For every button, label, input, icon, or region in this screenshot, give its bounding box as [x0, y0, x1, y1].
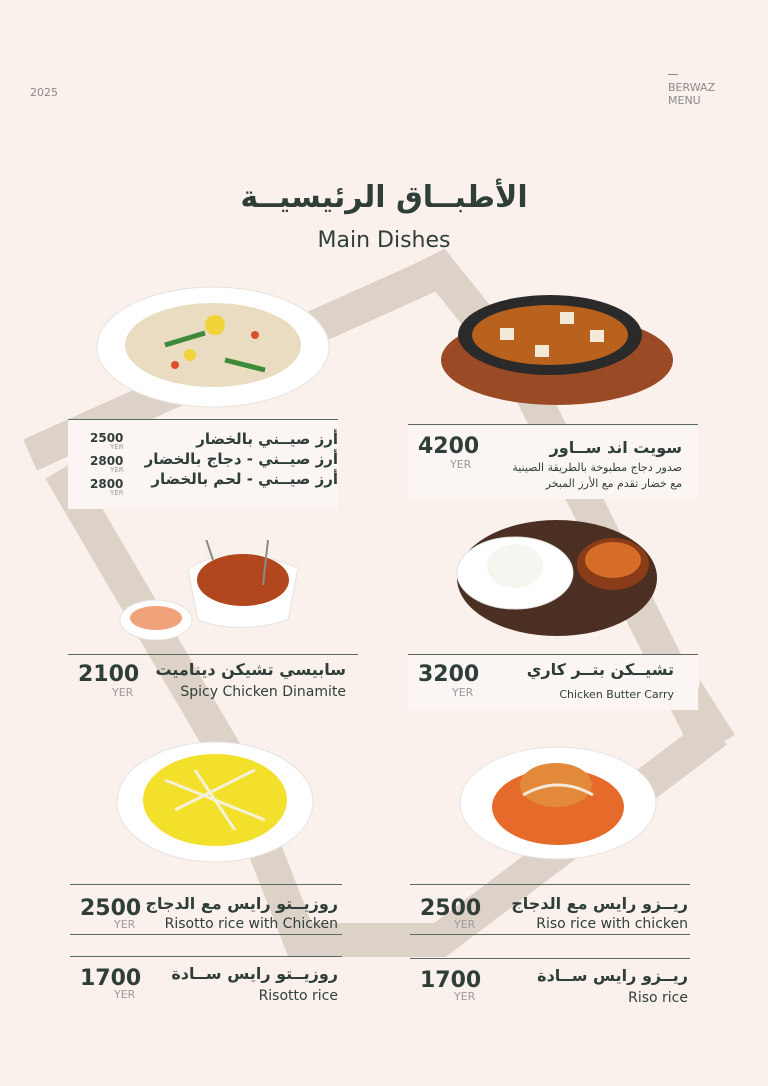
rice-list [68, 430, 338, 497]
rice-item-currency: YER [110, 466, 124, 474]
item-rule [410, 958, 690, 959]
menu-item-riso-chicken [410, 884, 690, 936]
item-name-arabic: روزيــتو رايس ســادة [171, 964, 338, 983]
item-currency: YER [114, 988, 136, 1001]
menu-item-risotto-chicken [70, 884, 342, 936]
menu-item-riso-plain [410, 958, 690, 1018]
item-price: 2100 [78, 662, 140, 687]
item-rule [408, 654, 698, 655]
riso-chicken-image [458, 745, 658, 863]
item-name-english: Riso rice [628, 990, 688, 1006]
year-label: 2025 [30, 86, 58, 99]
sweet-sour-image [440, 290, 675, 408]
item-rule [408, 424, 698, 425]
menu-item-sweet-sour [408, 424, 698, 499]
rice-item-price: 2500 [90, 431, 124, 445]
item-name-arabic: ريــزو رايس ســادة [537, 966, 688, 985]
page-title-english: Main Dishes [317, 228, 451, 253]
risotto-chicken-image [115, 740, 315, 865]
brand-label [668, 74, 715, 107]
dynamite-chicken-image [118, 540, 308, 640]
item-rule [68, 654, 358, 655]
item-price: 3200 [418, 662, 480, 687]
list-item [68, 450, 338, 474]
list-item [68, 470, 338, 497]
list-item [68, 430, 338, 450]
page-title-arabic: الأطبــاق الرئيسيــة [240, 180, 528, 215]
item-rule [410, 884, 690, 885]
item-name-english: Risotto rice [258, 988, 338, 1004]
item-currency: YER [112, 686, 134, 699]
item-price: 2500 [80, 896, 142, 921]
item-rule-bottom [410, 934, 690, 935]
rice-item-name: أرز صيــني - لحم بالخضار [151, 470, 338, 488]
rice-list-rule [68, 419, 338, 420]
item-name-english: Riso rice with chicken [536, 916, 688, 932]
item-name-arabic: تشيــكن بتــر كاري [526, 660, 674, 679]
rice-item-name: أرز صيــني - دجاج بالخضار [144, 450, 338, 468]
item-name-arabic: سابيسي تشيكن ديناميت [155, 660, 346, 679]
item-currency: YER [114, 918, 136, 931]
item-currency: YER [454, 990, 476, 1003]
menu-item-risotto-plain [70, 956, 342, 1016]
menu-item-dynamite [68, 654, 358, 706]
item-rule [70, 956, 342, 957]
item-name-english: Chicken Butter Carry [559, 688, 674, 701]
item-price: 2500 [420, 896, 482, 921]
rice-item-currency: YER [110, 489, 124, 497]
item-name-arabic: ريــزو رايس مع الدجاج [511, 894, 688, 913]
item-name-arabic: روزيــتو رايس مع الدجاج [145, 894, 338, 913]
item-rule [70, 884, 342, 885]
rice-item-currency: YER [110, 443, 124, 451]
item-currency: YER [452, 686, 474, 699]
item-currency: YER [454, 918, 476, 931]
item-desc-line2: مع خضار تقدم مع الأرز المبخر [545, 477, 682, 490]
brand-line2: MENU [668, 94, 701, 107]
brand-dash [668, 74, 678, 75]
item-currency: YER [450, 458, 472, 471]
menu-item-butter-chicken [408, 654, 698, 710]
item-desc-line1: صدور دجاج مطبوخة بالطريقة الصينية [512, 461, 682, 474]
item-price: 1700 [420, 968, 482, 993]
item-name-arabic: سويت اند ســاور [549, 438, 682, 457]
butter-chicken-image [455, 518, 660, 640]
item-price: 4200 [418, 434, 480, 459]
item-name-english: Risotto rice with Chicken [164, 916, 338, 932]
fried-rice-image [95, 285, 335, 410]
item-rule-bottom [70, 934, 342, 935]
rice-item-price: 2800 [90, 477, 124, 491]
item-price: 1700 [80, 966, 142, 991]
rice-item-price: 2800 [90, 454, 124, 468]
item-name-english: Spicy Chicken Dinamite [180, 684, 346, 700]
brand-line1: BERWAZ [668, 81, 716, 94]
rice-item-name: أرز صيــني بالخضار [196, 430, 338, 448]
